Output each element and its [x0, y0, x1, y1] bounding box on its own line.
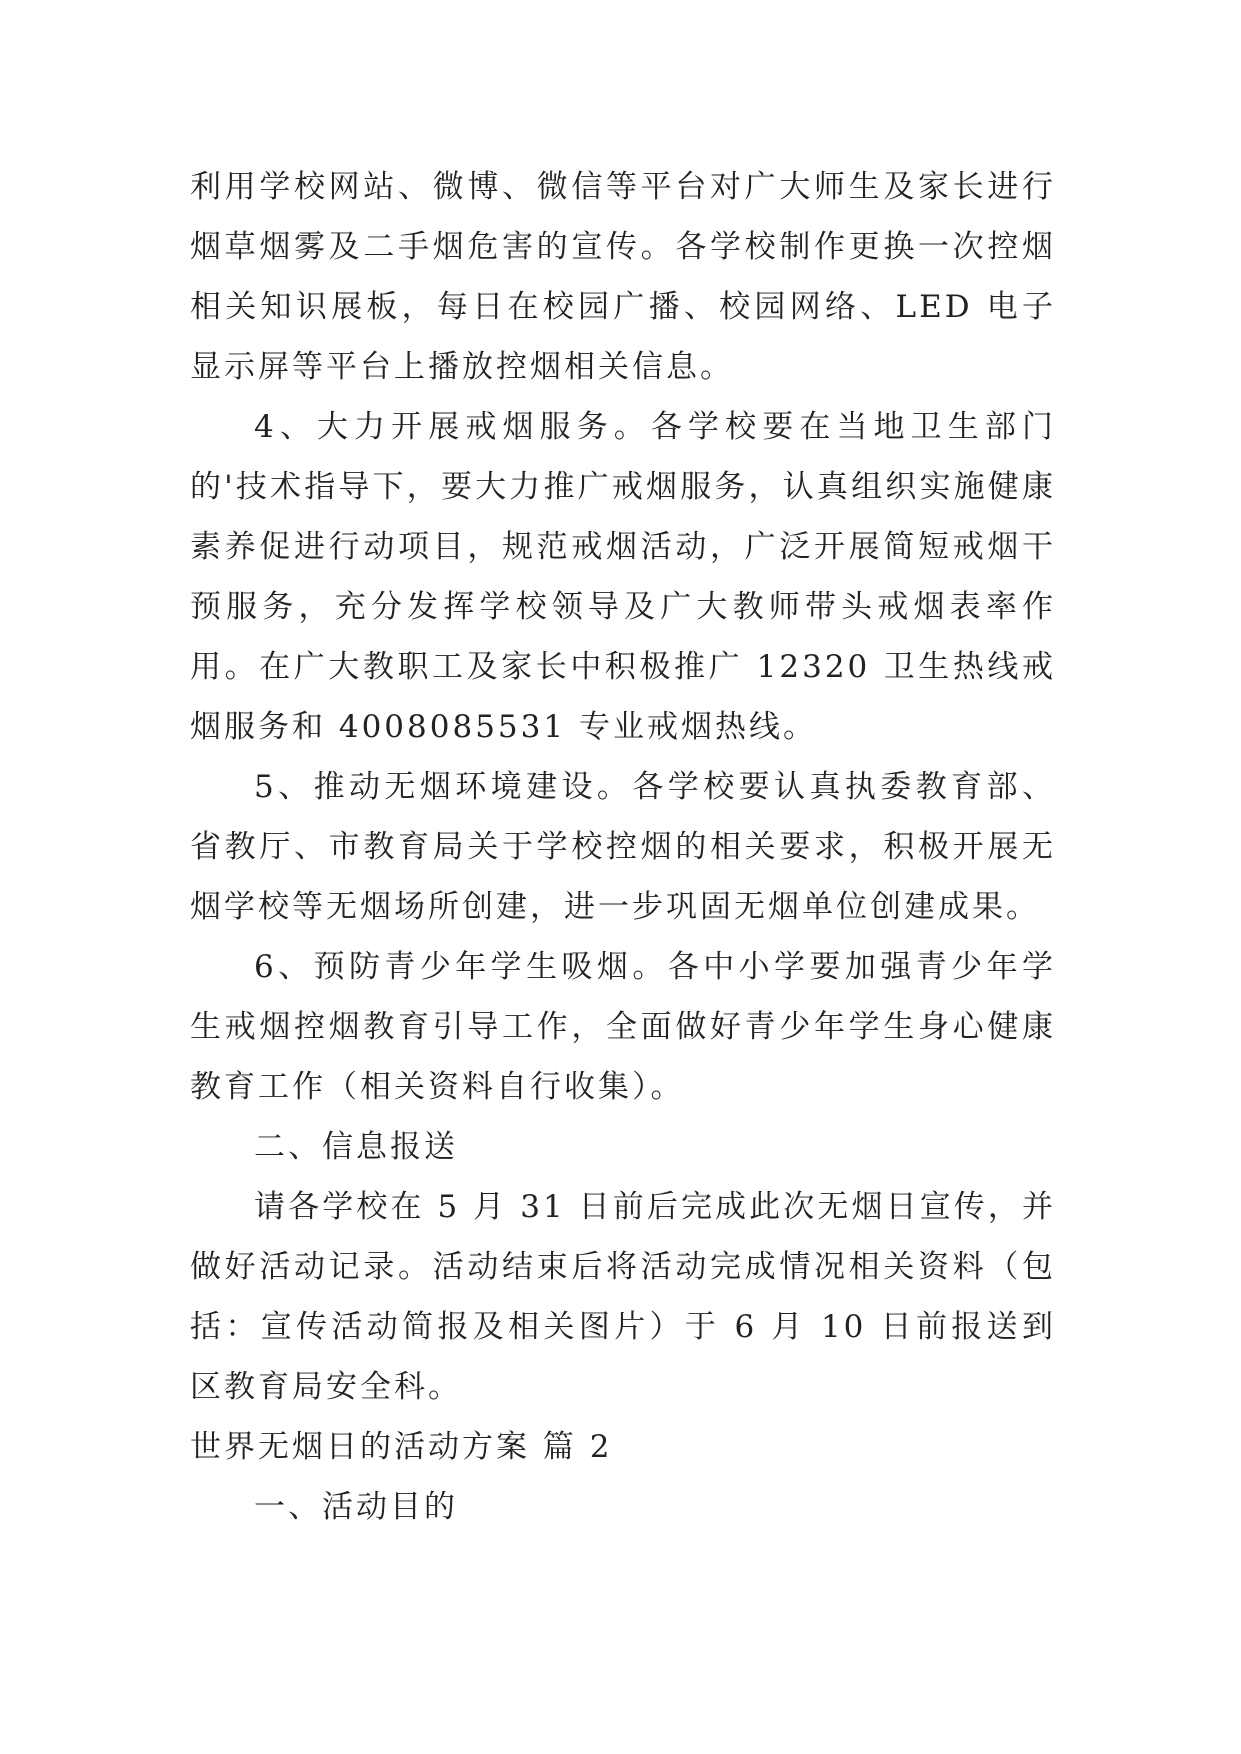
heading-activity-purpose: 一、活动目的	[254, 1489, 458, 1525]
heading-information-report: 二、信息报送	[254, 1129, 458, 1165]
paragraph-smoke-free-environment: 5、推动无烟环境建设。各学校要认真执委教育部、省教厅、市教育局关于学校控烟的相关要求，积极开展无烟学校等无烟场所创建，进一步巩固无烟单位创建成果。	[190, 769, 1056, 925]
section-title: 世界无烟日的活动方案 篇 2	[190, 1429, 613, 1465]
paragraph-smoking-cessation-service: 4、大力开展戒烟服务。各学校要在当地卫生部门的'技术指导下，要大力推广戒烟服务，认真组织实施健康素养促进行动项目，规范戒烟活动，广泛开展简短戒烟干预服务，充分发挥学校领导及广大教师带头戒烟表率作用。在广大教职工及家长中积极推广 12320 卫生热线戒烟服务和 4008085531 专业戒烟热线。	[190, 409, 1056, 745]
paragraph-report-deadline: 请各学校在 5 月 31 日前后完成此次无烟日宣传，并做好活动记录。活动结束后将活动完成情况相关资料（包括：宣传活动简报及相关图片）于 6 月 10 日前报送到区教育局安全科。	[190, 1189, 1056, 1405]
paragraph-youth-smoking-prevention: 6、预防青少年学生吸烟。各中小学要加强青少年学生戒烟控烟教育引导工作，全面做好青少年学生身心健康教育工作（相关资料自行收集）。	[190, 949, 1056, 1105]
document-body	[190, 157, 1056, 1537]
paragraph-publicity-continued: 利用学校网站、微博、微信等平台对广大师生及家长进行烟草烟雾及二手烟危害的宣传。各学校制作更换一次控烟相关知识展板，每日在校园广播、校园网络、LED 电子显示屏等平台上播放控烟相关信息。	[190, 169, 1056, 385]
